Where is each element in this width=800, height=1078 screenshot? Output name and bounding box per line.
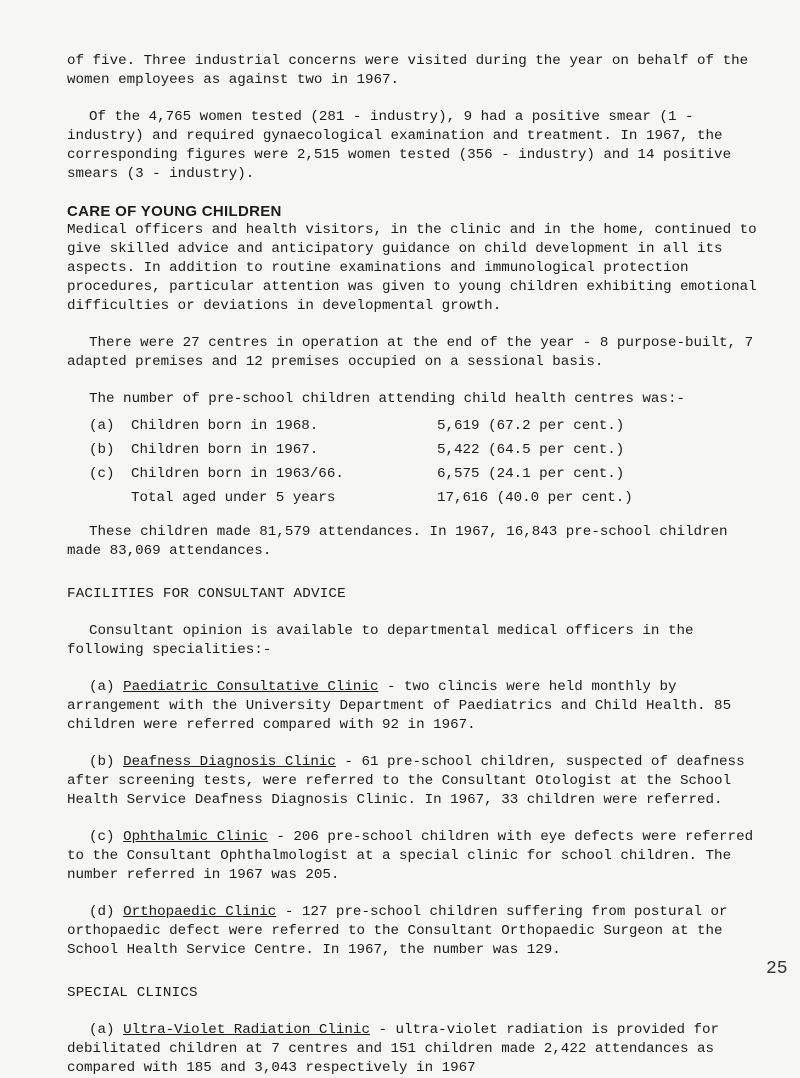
item-title: Ophthalmic Clinic (123, 829, 268, 845)
consultant-item-ophthalmic (67, 828, 767, 885)
row-label: Children born in 1963/66. (131, 466, 344, 482)
row-value: 5,422 (64.5 per cent.) (437, 442, 625, 458)
consultant-intro: Consultant opinion is available to departmental medical officers in the following specialities:- (67, 623, 694, 658)
intro-paragraph-1: of five. Three industrial concerns were visited during the year on behalf of the women employees as against two in 1967. (67, 53, 749, 88)
item-title: Ultra-Violet Radiation Clinic (123, 1022, 370, 1038)
row-value: 6,575 (24.1 per cent.) (437, 466, 625, 482)
item-text: - ultra-violet radiation is provided for debilitated children at 7 centres and 151 children made 2,422 attendances as compared with 185 and 3,043 respectively in 1967 (67, 1022, 720, 1076)
section-heading-consultant: FACILITIES FOR CONSULTANT ADVICE (67, 586, 346, 602)
intro-paragraph-2: Of the 4,765 women tested (281 - industry), 9 had a positive smear (1 - industry) and required gynaecological examination and treatment. In 1967, the corresponding figures were 2,515 women tested (356 - industry) and 14 positive smears (3 - industry). (67, 109, 732, 182)
care-paragraph-3: These children made 81,579 attendances. In 1967, 16,843 pre-school children made 83,069 attendances. (67, 524, 728, 559)
item-prefix: (a) (89, 1022, 115, 1038)
item-prefix: (c) (89, 829, 115, 845)
care-paragraph-1: Medical officers and health visitors, in the clinic and in the home, continued to give skilled advice and anticipatory guidance on child development in all its aspects. In addition to routine examinations and immunological protection procedures, particular attention was given to young children exhibiting emotional difficulties or deviations in developmental growth. (67, 222, 757, 314)
row-letter: (b) (89, 442, 115, 458)
item-text: - 61 pre-school children, suspected of deafness after screening tests, were referred to the Consultant Otologist at the School Health Service Deafness Diagnosis Clinic. In 1967, 33 children were referred. (67, 754, 745, 808)
item-prefix: (a) (89, 679, 115, 695)
document-page (67, 52, 767, 1078)
page-number: 25 (766, 959, 788, 979)
attendance-table-intro: The number of pre-school children attending child health centres was:- (89, 391, 685, 407)
care-paragraph-2: There were 27 centres in operation at the end of the year - 8 purpose-built, 7 adapted premises and 12 premises occupied on a sessional basis. (67, 335, 754, 370)
total-label: Total aged under 5 years (131, 490, 336, 506)
item-title: Paediatric Consultative Clinic (123, 679, 379, 695)
table-row (89, 417, 633, 441)
total-value: 17,616 (40.0 per cent.) (437, 490, 633, 506)
item-title: Orthopaedic Clinic (123, 904, 277, 920)
section-heading-care: CARE OF YOUNG CHILDREN (67, 203, 282, 220)
consultant-item-orthopaedic (67, 903, 767, 960)
consultant-item-deafness (67, 753, 767, 810)
item-text: - 206 pre-school children with eye defects were referred to the Consultant Ophthalmologist at a special clinic for school children. The number referred in 1967 was 205. (67, 829, 754, 883)
section-heading-special: SPECIAL CLINICS (67, 985, 198, 1001)
attendance-table (89, 417, 633, 513)
row-label: Children born in 1968. (131, 418, 319, 434)
item-prefix: (d) (89, 904, 115, 920)
row-label: Children born in 1967. (131, 442, 319, 458)
item-title: Deafness Diagnosis Clinic (123, 754, 336, 770)
item-text: - 127 pre-school children suffering from postural or orthopaedic defect were referred to the Consultant Orthopaedic Surgeon at the School Health Service Centre. In 1967, the number was 129. (67, 904, 728, 958)
row-value: 5,619 (67.2 per cent.) (437, 418, 625, 434)
table-row (89, 465, 633, 489)
special-item-ultra-violet (67, 1021, 767, 1078)
row-letter: (c) (89, 466, 115, 482)
row-letter: (a) (89, 418, 115, 434)
table-total-row (89, 489, 633, 513)
item-text: - two clincis were held monthly by arrangement with the University Department of Paediatrics and Child Health. 85 children were referred compared with 92 in 1967. (67, 679, 732, 733)
table-row (89, 441, 633, 465)
item-prefix: (b) (89, 754, 115, 770)
consultant-item-paediatric (67, 678, 767, 735)
